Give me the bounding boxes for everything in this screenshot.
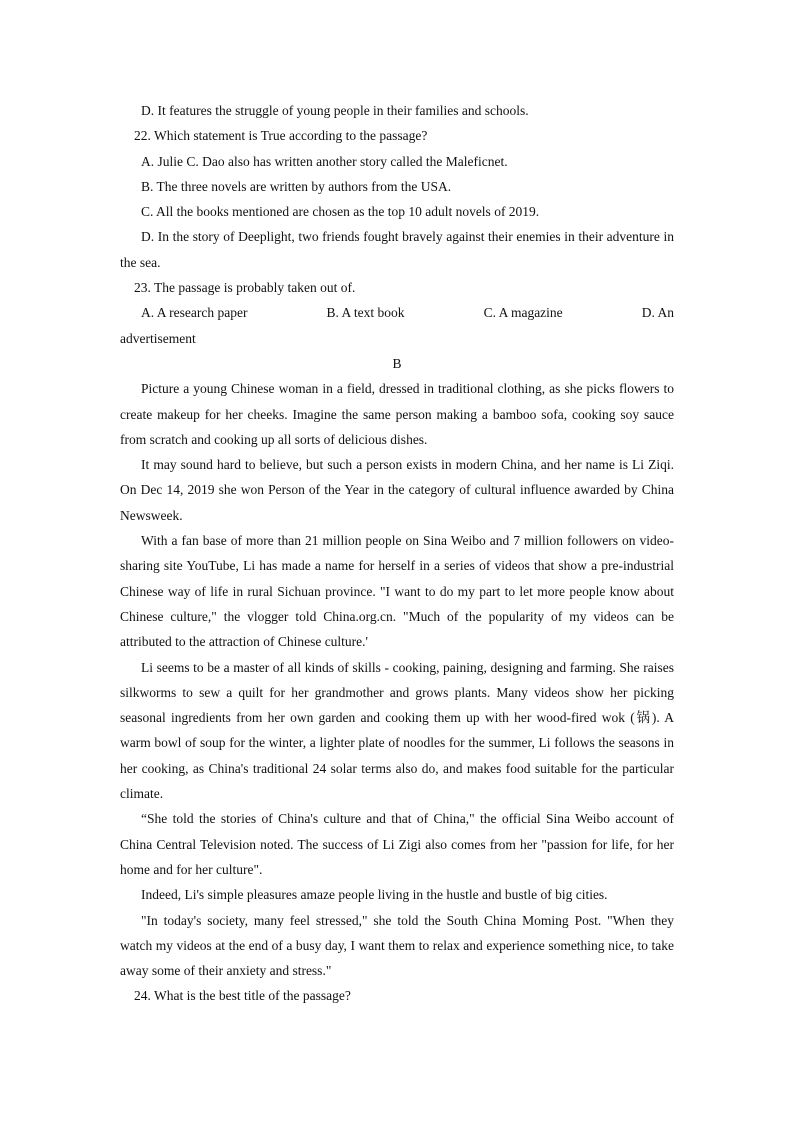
q23-option-b: B. A text book — [326, 305, 405, 321]
q24-stem: 24. What is the best title of the passage? — [134, 988, 351, 1004]
q23-option-a: A. A research paper — [141, 305, 248, 321]
q23-option-c: C. A magazine — [483, 305, 563, 321]
q23-stem: 23. The passage is probably taken out of. — [134, 280, 356, 296]
q22-stem: 22. Which statement is True according to the passage? — [134, 128, 428, 144]
q22-option-c: C. All the books mentioned are chosen as the top 10 adult novels of 2019. — [141, 204, 540, 220]
q22-option-a: A. Julie C. Dao also has written another story called the Maleficnet. — [141, 153, 508, 169]
passage-paragraph: Picture a young Chinese woman in a field, dressed in traditional clothing, as she picks flowers to create makeup for her cheeks. Imagine the same person making a bamboo sofa, cooking soy sauce from scratch and cooking up all sorts of delicious dishes. — [120, 381, 674, 447]
q23-option-d: D. An — [641, 305, 674, 321]
passage-paragraph: “She told the stories of China's culture and that of China," the official Sina Weibo account of China Central Television noted. The success of Li Zigi also comes from her "passion for life, for her home and for her culture". — [120, 811, 674, 877]
section-heading-b: B — [392, 355, 402, 371]
q23-options — [120, 300, 674, 325]
q22-option-b: B. The three novels are written by authors from the USA. — [141, 178, 452, 194]
passage-paragraph: Indeed, Li's simple pleasures amaze people living in the hustle and bustle of big cities. — [141, 887, 608, 903]
passage-paragraph: Li seems to be a master of all kinds of skills - cooking, paining, designing and farming. She raises silkworms to sew a quilt for her grandmother and grows plants. Many videos show her picking seasonal ingredients from her own garden and cooking them up with her wood-fired wok (锅). A warm bowl of soup for the winter, a lighter plate of noodles for the summer, Li follows the seasons in her cooking, as China's traditional 24 solar terms also do, and makes food suitable for the particular climate. — [120, 659, 674, 802]
q22-option-d: D. In the story of Deeplight, two friends fought bravely against their enemies in their adventure in the sea. — [120, 229, 674, 270]
q21-option-d: D. It features the struggle of young people in their families and schools. — [141, 103, 529, 118]
q23-option-d-continued: advertisement — [120, 330, 196, 346]
passage-paragraph: It may sound hard to believe, but such a person exists in modern China, and her name is Li Ziqi. On Dec 14, 2019 she won Person of the Year in the category of cultural influence awarded by China Newsweek. — [120, 457, 674, 523]
passage-paragraph: With a fan base of more than 21 million people on Sina Weibo and 7 million followers on video-sharing site YouTube, Li has made a name for herself in a series of videos that show a pre-industrial Chinese way of life in rural Sichuan province. "I want to do my part to let more people know about Chinese culture," the vlogger told China.org.cn. "Much of the popularity of my videos can be attributed to the attraction of Chinese culture.' — [120, 533, 674, 650]
passage-paragraph: "In today's society, many feel stressed," she told the South China Moming Post. "When they watch my videos at the end of a busy day, I want them to relax and experience something nice, to take away some of their anxiety and stress." — [120, 912, 674, 979]
